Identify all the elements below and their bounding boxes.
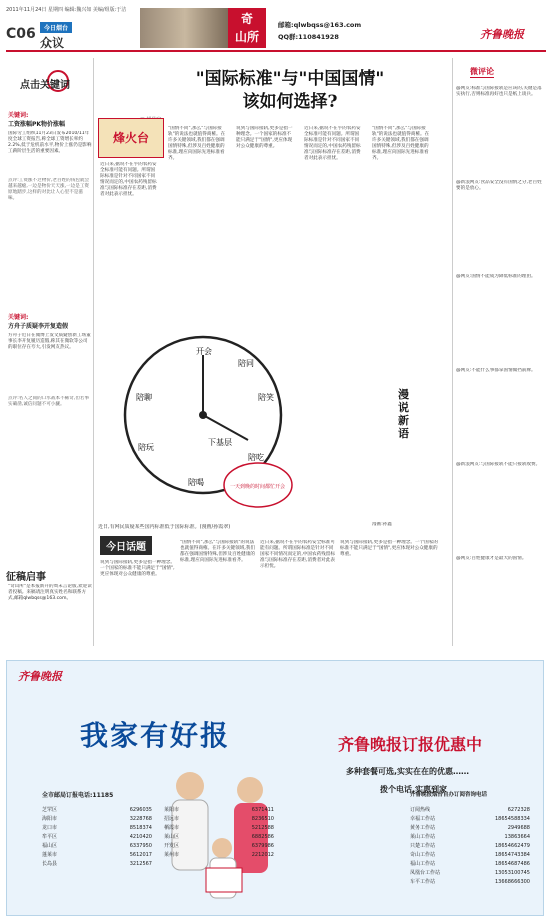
- person-head: [237, 777, 263, 803]
- district-name: 芝罘区: [42, 807, 58, 813]
- ad-phone-table: [164, 806, 274, 860]
- brand-name: 齐鲁晚报: [480, 28, 524, 41]
- station-name: 奇山工作站: [410, 852, 436, 858]
- station-phone: 13053100745: [495, 870, 530, 876]
- district-phone: 6379986: [251, 843, 274, 849]
- station-name: 只楚工作站: [410, 843, 436, 849]
- keyword-label: 关键词:: [8, 112, 29, 119]
- newspaper-icon: [206, 868, 242, 892]
- station-phone: 18654662479: [495, 843, 530, 849]
- ad-big-slogan: 我家有好报: [80, 719, 231, 752]
- today-paragraph: 说到与国际接轨,更多是指一种理念。一个国家的标准不能只满足于"国情",更应体现对公众健康的尊重。: [100, 560, 175, 577]
- main-headline: [160, 68, 420, 114]
- ad-phone-row: [42, 860, 152, 869]
- district-phone: 5612017: [129, 852, 152, 858]
- cartoon-label: 陪聊: [136, 393, 152, 402]
- district-name: 海阳市: [42, 816, 58, 822]
- station-name: 订阅热线: [410, 807, 431, 813]
- manhua-credit: 漫画:孙鑫: [372, 522, 392, 527]
- email-line: 邮箱:qlwbqss@163.com: [278, 21, 362, 29]
- station-name: 凤凰台工作站: [410, 870, 441, 876]
- ad-phone-row: [164, 815, 274, 824]
- person-head: [176, 772, 204, 800]
- headline-line-2: 该如何选择?: [242, 92, 338, 112]
- ad-phone-row: [164, 851, 274, 860]
- ad-station-table: [410, 806, 530, 887]
- station-phone: 18654743384: [495, 852, 530, 858]
- cartoon-label: 陪笑: [258, 393, 274, 402]
- district-phone: 4210420: [129, 834, 152, 840]
- weibo-entry: @新浪网友:食品安全没有国情之分,老百姓要的是放心。: [456, 180, 542, 191]
- today-paragraph: "国情不同",那么"与国际接轨"的说法也就值得商榷。在许多关键领域,我们都在强调国情特殊,但涉及百姓健康的标准,理应向国际先进标准看齐。: [180, 540, 255, 563]
- ad-station-row: [410, 833, 530, 842]
- district-name: 龙口市: [42, 825, 58, 831]
- keyword-item: [8, 110, 92, 328]
- station-phone: 2949688: [507, 825, 530, 831]
- collect-body: "奇山所"是本报新开的周末言论版,欢迎读者投稿。来稿请注明真实姓名和联系方式,邮箱qlwbqss@163.com。: [8, 584, 92, 601]
- keyword-comment: 点评:工资涨不过物价,老百姓的钱包就会越来越瘪,一边是物价天天涨,一边是工资原地踏步,这样的对比让人心里不是滋味。: [8, 178, 90, 201]
- district-name: 莱州市: [164, 852, 180, 858]
- logo-text-1: 奇: [240, 12, 253, 26]
- beacon-column-title: 烽火台: [112, 131, 149, 145]
- ad-station-row: [410, 815, 530, 824]
- district-phone: 6882586: [251, 834, 274, 840]
- ad-brand: 齐鲁晚报: [18, 670, 62, 683]
- beacon-column-logo: [98, 118, 164, 158]
- cartoon-label: 陪喝: [188, 478, 204, 487]
- ad-phone-row: [42, 806, 152, 815]
- keyword-heading: 点击关键词: [20, 80, 70, 91]
- station-name: 莱山工作站: [410, 834, 436, 840]
- weibo-entry: @网友:不能什么事都拿国情做挡箭牌。: [456, 368, 536, 373]
- section-name: 众议: [40, 36, 65, 50]
- ad-station-row: [410, 860, 530, 869]
- today-paragraph: 近日来,据说不在乎的农药安全标准可能有问题。所谓国际标准是针对不同国家不同情况而定的,中国农药残留标准与国际标准存在差距,消费者对此表示担忧。: [260, 540, 335, 569]
- cartoon-label: 下基层: [208, 438, 232, 447]
- keyword-body: 方舟子近日在微博上发文质疑创新工场董事长李开复履历造假,称其在微软等公司的职位存在夸大,引发网友热议。: [8, 333, 91, 350]
- article-paragraph: 说到与国际接轨,更多是指一种理念。一个国家的标准不能只满足于"国情",更应体现对公众健康的尊重。: [236, 126, 293, 149]
- station-phone: 18654588334: [495, 816, 530, 822]
- station-name: 黄务工作站: [410, 825, 436, 831]
- weibo-entry: @网友:百姓健康才是最大的国情。: [456, 556, 527, 561]
- ad-subtitle: 拨个电话,实惠到家: [380, 785, 448, 794]
- cartoon-label: 陪同: [238, 359, 254, 368]
- keyword-item: [8, 312, 92, 556]
- today-paragraph: 说到与国际接轨,更多是指一种理念。一个国家的标准不能只满足于"国情",更应体现对公众健康的尊重。: [340, 540, 438, 557]
- keyword-body: 国际劳工组织11月23日发布2010/11年度全球工资报告,称全球工资增长率约2.2%,低于危机前水平,物价上涨仍是影响工薪阶层生活的重要因素。: [8, 131, 92, 154]
- qq-line: QQ群:110841928: [278, 33, 339, 41]
- article-paragraph: "国情不同",那么"与国际接轨"的说法也就值得商榷。在许多关键领域,我们都在强调国情特殊,但涉及百姓健康的标准,理应向国际先进标准看齐。: [372, 126, 430, 161]
- station-phone: 18654687486: [495, 861, 530, 867]
- ad-station-row: [410, 878, 530, 887]
- cartoon-badge-text: 一天到晚的时间都忙开会: [230, 484, 286, 490]
- logo-text-2: 山所: [234, 30, 259, 44]
- ad-station-row: [410, 869, 530, 878]
- weibo-heading: 微评论: [470, 67, 494, 76]
- ad-title: 齐鲁晚报订报优惠中: [338, 735, 483, 754]
- edition-tag: 今日烟台: [40, 22, 72, 33]
- clock-cartoon: [98, 320, 308, 520]
- section-code: C06: [6, 26, 36, 42]
- district-name: 牟平区: [42, 834, 58, 840]
- district-name: 长岛县: [42, 861, 58, 867]
- district-phone: 6337950: [129, 843, 152, 849]
- district-phone: 3228768: [129, 816, 152, 822]
- weibo-list: [456, 86, 544, 646]
- station-name: 福山工作站: [410, 861, 436, 867]
- ad-station-row: [410, 851, 530, 860]
- station-name: 幸福工作站: [410, 816, 436, 822]
- ad-hotline-left: 全市邮局订报电话:11185: [42, 792, 114, 799]
- keyword-label: 关键词:: [8, 314, 29, 321]
- ad-phone-row: [42, 842, 152, 851]
- cartoon-label: 开会: [196, 347, 212, 356]
- date-line: 2011年11月24日 星期四 编辑:魏兴如 美编/组版:于洁: [6, 7, 127, 13]
- article-paragraph: 近日来,据说不在乎的农药安全标准可能有问题。所谓国际标准是针对不同国家不同情况而定的,中国农药残留标准与国际标准存在差距,消费者对此表示担忧。: [304, 126, 361, 161]
- ad-phone-row: [164, 842, 274, 851]
- ad-subtitle: 多种套餐可选,实实在在的优惠……: [346, 767, 470, 776]
- cartoon-label: 陪玩: [138, 443, 154, 452]
- district-phone: 8518374: [129, 825, 152, 831]
- ad-station-row: [410, 824, 530, 833]
- ad-station-row: [410, 842, 530, 851]
- collect-heading: 征稿启事: [6, 572, 46, 583]
- station-phone: 13863664: [504, 834, 530, 840]
- headline-line-1: "国际标准"与"中国国情": [195, 69, 385, 89]
- district-phone: 8236510: [251, 816, 274, 822]
- keyword-title: 方舟子质疑李开复造假: [8, 323, 69, 330]
- keyword-title: 工资涨幅PK物价涨幅: [8, 121, 66, 128]
- ad-station-row: [410, 806, 530, 815]
- ad-phone-row: [42, 824, 152, 833]
- station-phone: 6272328: [507, 807, 530, 813]
- ad-phone-table: [42, 806, 152, 869]
- weibo-entry: @网友:标准与国际接轨是应该的,关键是落实执行,否则标准再好也只是纸上谈兵。: [456, 86, 542, 97]
- column-logo-qishansuo: [228, 8, 266, 48]
- station-phone: 13668666300: [495, 879, 530, 885]
- ad-phone-row: [42, 833, 152, 842]
- district-phone: 5212588: [251, 825, 274, 831]
- article-paragraph: "国情不同",那么"与国际接轨"的说法也就值得商榷。在许多关键领域,我们都在强调国情特殊,但涉及百姓健康的标准,理应向国际先进标准看齐。: [168, 126, 226, 161]
- today-topic-heading: 今日话题: [100, 536, 152, 555]
- ad-hotline-right: 齐鲁晚报烟台自办订阅咨询电话: [410, 792, 488, 798]
- district-name: 招远市: [164, 816, 180, 822]
- district-phone: 2212012: [251, 852, 274, 858]
- district-name: 福山区: [42, 843, 58, 849]
- header-photo: [140, 8, 230, 48]
- ad-phone-row: [42, 851, 152, 860]
- ad-phone-row: [42, 815, 152, 824]
- cartoon-caption: 近日,有网民质疑某些国内标准低于国际标准。(漫画/孙霞翠): [98, 524, 231, 530]
- station-name: 车平工作站: [410, 879, 436, 885]
- district-name: 莱阳市: [164, 807, 180, 813]
- district-name: 蓬莱市: [42, 852, 58, 858]
- ad-phone-row: [164, 824, 274, 833]
- district-phone: 6371411: [251, 807, 274, 813]
- district-name: 莱山区: [164, 834, 180, 840]
- district-name: 开发区: [164, 843, 180, 849]
- district-phone: 3212567: [129, 861, 152, 867]
- weibo-entry: @新浪网友:与国际接轨不能只接轨收费。: [456, 462, 541, 467]
- weibo-entry: @网友:国情不能成为降低标准的理由。: [456, 274, 536, 279]
- ad-phone-row: [164, 833, 274, 842]
- keyword-comment: 点评:名人之间的口水战本不稀奇,但若事实确凿,诚信问题不可小觑。: [8, 396, 90, 407]
- manhua-title: 漫说新语: [398, 388, 409, 440]
- district-phone: 6296035: [129, 807, 152, 813]
- article-paragraph: 近日来,据说不在乎的农药安全标准可能有问题。所谓国际标准是针对不同国家不同情况而定的,中国农药残留标准与国际标准存在差距,消费者对此表示担忧。: [100, 162, 157, 197]
- cartoon-label: 陪吃: [248, 453, 264, 462]
- district-name: 栖霞市: [164, 825, 180, 831]
- ad-phone-row: [164, 806, 274, 815]
